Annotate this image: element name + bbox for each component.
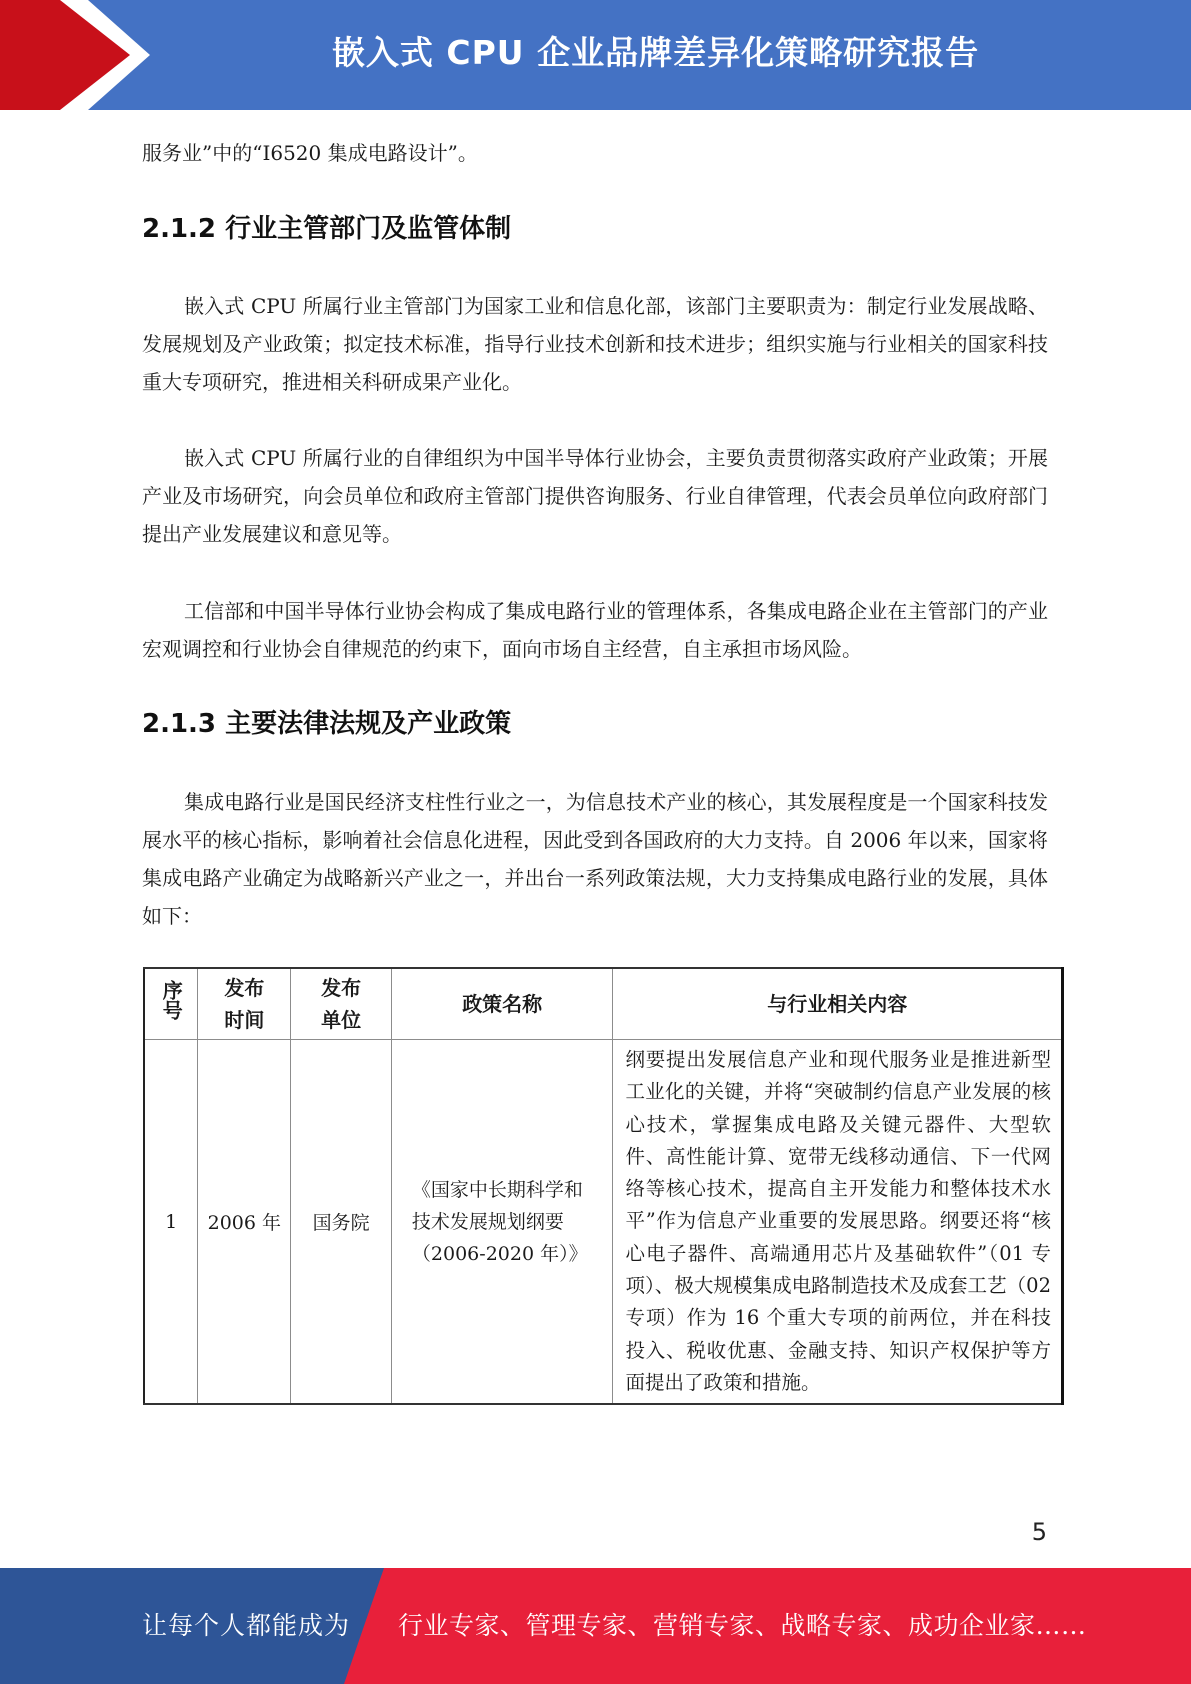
column-header-content: 与行业相关内容 [613,968,1063,1040]
paragraph: 嵌入式 CPU 所属行业主管部门为国家工业和信息化部，该部门主要职责为：制定行业发展战略、发展规划及产业政策；拟定技术标准，指导行业技术创新和技术进步；组织实施与行业相关的国家科技重大专项研究，推进相关科研成果产业化。 [142,294,1048,394]
cell-seq: 1 [144,1040,198,1405]
footer-slogan-right: 行业专家、管理专家、营销专家、战略专家、成功企业家…… [398,1611,1087,1640]
column-header-name: 政策名称 [391,968,613,1040]
section-2-1-2-body [142,287,1048,401]
footer-slogan-left: 让每个人都能成为 [142,1611,351,1640]
table-row [144,1040,1063,1405]
paragraph: 嵌入式 CPU 所属行业的自律组织为中国半导体行业协会，主要负责贯彻落实政府产业政策；开展产业及市场研究，向会员单位和政府主管部门提供咨询服务、行业自律管理，代表会员单位向政府部门提出产业发展建议和意见等。 [142,446,1048,546]
section-heading-2-1-3: 2.1.3 主要法律法规及产业政策 [142,709,512,739]
policy-table [143,967,1064,1405]
paragraph: 集成电路行业是国民经济支柱性行业之一，为信息技术产业的核心，其发展程度是一个国家科技发展水平的核心指标，影响着社会信息化进程，因此受到各国政府的大力支持。自 2006 年以来，国家将集成电路产业确定为战略新兴产业之一，并出台一系列政策法规，大力支持集成电路行业的发展，具体如下： [142,790,1048,928]
page-number: 5 [1031,1518,1047,1546]
cell-content: 纲要提出发展信息产业和现代服务业是推进新型工业化的关键，并将“突破制约信息产业发展的核心技术，掌握集成电路及关键元器件、大型软件、高性能计算、宽带无线移动通信、下一代网络等核心技术，提高自主开发能力和整体技术水平”作为信息产业重要的发展思路。纲要还将“核心电子器件、高端通用芯片及基础软件”（01 专项）、极大规模集成电路制造技术及成套工艺（02 专项）作为 16 个重大专项的前两位，并在科技投入、税收优惠、金融支持、知识产权保护等方面提出了政策和措施。 [613,1040,1063,1405]
section-2-1-3-body [142,783,1048,935]
intro-fragment-block [142,134,1048,172]
cell-date: 2006 年 [198,1040,291,1405]
cell-policy-name: 《国家中长期科学和技术发展规划纲要（2006-2020 年）》 [391,1040,613,1405]
column-header-date: 发布 时间 [198,968,291,1040]
page-header-banner [0,0,1191,110]
document-title: 嵌入式 CPU 企业品牌差异化策略研究报告 [331,33,980,72]
cell-unit: 国务院 [291,1040,392,1405]
section-2-1-2-body [142,439,1048,553]
intro-fragment: 服务业”中的“I6520 集成电路设计”。 [142,141,478,165]
section-2-1-2-body [142,592,1048,668]
header-arrow-icon [0,0,160,110]
column-header-unit: 发布 单位 [291,968,392,1040]
section-heading-2-1-2: 2.1.2 行业主管部门及监管体制 [142,214,512,244]
table-header-row [144,968,1063,1040]
paragraph: 工信部和中国半导体行业协会构成了集成电路行业的管理体系，各集成电路企业在主管部门的产业宏观调控和行业协会自律规范的约束下，面向市场自主经营，自主承担市场风险。 [142,599,1048,661]
page-footer-banner [0,1568,1191,1684]
column-header-seq: 序号 [144,968,198,1040]
